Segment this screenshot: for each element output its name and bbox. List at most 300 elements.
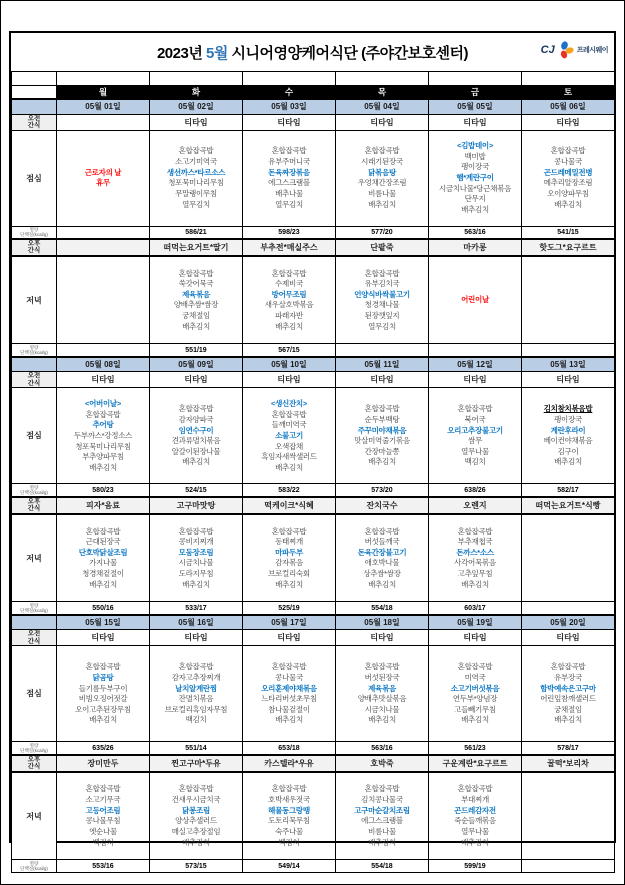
am-snack-row-week3: [12, 630, 615, 646]
menu-item: 비름나물: [368, 826, 396, 836]
lunch-menu-cell: [429, 388, 522, 484]
date-cell: 05월 03일: [243, 99, 336, 114]
lunch-menu-cell: [522, 646, 615, 742]
menu-item: 부추양파무침: [82, 452, 124, 462]
menu-item: 열무나물: [461, 446, 489, 456]
lunch-kcal-cell: 653/18: [243, 742, 336, 755]
lunch-menu-cell: [57, 130, 150, 226]
menu-item: 제육볶음: [182, 289, 210, 299]
menu-item: 배추김치: [554, 457, 582, 467]
menu-stack: [522, 773, 614, 860]
menu-item: 혼합잡곡밥: [364, 662, 400, 672]
menu-item: 두부까스*강정소스: [73, 430, 133, 440]
menu-stack: [336, 773, 428, 860]
menu-item: 배추김치: [89, 715, 117, 725]
menu-item: 혼합잡곡밥: [364, 526, 400, 536]
pm-snack-cell: 핫도그*요구르트: [522, 239, 615, 256]
lunch-menu-cell: [243, 130, 336, 226]
menu-item: 버섯들깨국: [364, 537, 400, 547]
menu-item: 근대된장국: [85, 537, 121, 547]
menu-item: 간장마늘쫑: [364, 446, 400, 456]
menu-item: 브로컬리흑임자무침: [164, 704, 228, 714]
lunch-kcal-cell: 578/17: [522, 742, 615, 755]
menu-item: 혼합잡곡밥: [271, 662, 307, 672]
dinner-menu-cell: [429, 772, 522, 860]
meal-plan-table-body: [12, 72, 615, 873]
lunch-menu-cell: [522, 130, 615, 226]
lunch-label: 점심: [12, 646, 57, 742]
dinner-kcal-cell: 567/15: [243, 344, 336, 357]
date-cell: 05월 18일: [336, 615, 429, 630]
menu-item: 혼합잡곡밥: [457, 662, 493, 672]
lunch-menu-cell: [150, 130, 243, 226]
lunch-menu-cell: [336, 388, 429, 484]
weekday-header-5: 토: [522, 85, 615, 99]
am-snack-cell: 티타임: [150, 630, 243, 646]
date-label-cell: [12, 99, 57, 114]
menu-item: 새우살호박볶음: [264, 300, 314, 310]
am-snack-cell: 티타임: [522, 114, 615, 130]
lunch-kcal-cell: 551/14: [150, 742, 243, 755]
menu-item: 닭봉조림: [182, 805, 210, 815]
date-row-week1: [12, 99, 615, 114]
menu-item: 도라지무침: [178, 569, 214, 578]
lunch-menu-cell: [336, 646, 429, 742]
dinner-kcal-row-week2: [12, 602, 615, 615]
menu-item: 청경채나물: [364, 300, 400, 310]
menu-item: 추어탕: [92, 420, 114, 430]
menu-item: 소고기무국: [85, 795, 121, 805]
date-cell: 05월 13일: [522, 357, 615, 372]
menu-item: 열무김치: [182, 199, 210, 209]
date-label-cell: [12, 615, 57, 630]
menu-item: 함박예속은고구마: [540, 683, 596, 693]
row-label-line: 단백질(kcal/g): [20, 350, 48, 356]
menu-item: 배추김치: [554, 199, 582, 209]
lunch-kcal-cell: 573/20: [336, 484, 429, 497]
lunch-kcal-cell: 635/26: [57, 742, 150, 755]
menu-stack: [243, 646, 335, 741]
menu-item: 해물동그랑땡: [268, 805, 310, 815]
menu-item: 혼합잡곡밥: [178, 784, 214, 794]
menu-item: 오이양파무침: [547, 188, 589, 198]
menu-item: 호박새우젓국: [268, 795, 310, 805]
date-cell: 05월 20일: [522, 615, 615, 630]
menu-item: 배추김치: [275, 715, 303, 725]
menu-item: 감자양파국: [178, 414, 214, 424]
am-snack-cell: 티타임: [243, 372, 336, 388]
date-cell: 05월 09일: [150, 357, 243, 372]
menu-item: 혼합잡곡밥: [85, 409, 121, 419]
lunch-label: 점심: [12, 130, 57, 226]
lunch-kcal-cell: 638/26: [429, 484, 522, 497]
lunch-kcal-cell: 563/16: [336, 742, 429, 755]
menu-stack: [150, 515, 242, 602]
freshway-logo-text: 프레시웨이: [576, 47, 608, 54]
menu-item: 닭곰탕: [92, 672, 114, 682]
dinner-kcal-cell: [522, 602, 615, 615]
menu-item: 혼합잡곡밥: [364, 784, 400, 794]
menu-stack: [336, 515, 428, 602]
menu-item: 배추김치: [275, 462, 303, 472]
weekday-header-corner: [12, 85, 57, 99]
dinner-kcal-cell: 551/19: [150, 344, 243, 357]
menu-item: 사각어묵볶음: [454, 558, 496, 568]
dinner-kcal-cell: [522, 344, 615, 357]
date-cell: 05월 16일: [150, 615, 243, 630]
pm-snack-cell: 꿀떡*보리차: [522, 755, 615, 772]
menu-item: 혼합잡곡밥: [178, 268, 214, 278]
menu-item: 가지나물: [89, 558, 117, 568]
dinner-menu-cell: [429, 514, 522, 602]
menu-item: 오색잡채: [275, 441, 303, 451]
row-label-line: 열량: [29, 484, 39, 490]
kcal-label: [12, 484, 57, 497]
menu-stack: [429, 773, 521, 860]
kcal-label: [12, 602, 57, 615]
menu-item: 배추김치: [461, 715, 489, 725]
weekday-header-3: 목: [336, 85, 429, 99]
date-row-week2: [12, 357, 615, 372]
dinner-menu-cell: [522, 256, 615, 344]
menu-item: 혼합잡곡밥: [85, 526, 121, 536]
row-label-line: 열량: [29, 602, 39, 608]
menu-item: 우엉채간장조림: [357, 178, 407, 188]
menu-item: 혼합잡곡밥: [457, 784, 493, 794]
row-label-line: 오후: [27, 497, 41, 505]
row-label-line: 간식: [27, 122, 41, 129]
dinner-menu-cell: [57, 256, 150, 344]
menu-item: 배추김치: [368, 199, 396, 209]
menu-item: 콩비지찌개: [178, 537, 214, 547]
row-label-line: 단백질(kcal/g): [20, 866, 48, 872]
row-label-line: 열량: [29, 344, 39, 350]
row-label-line: 간식: [27, 763, 41, 771]
menu-item: 비빔오징어젓갈: [78, 694, 128, 704]
menu-stack: [57, 646, 149, 741]
am-snack-cell: 티타임: [336, 630, 429, 646]
meal-plan-sheet: [9, 31, 616, 872]
menu-item: 청포묵미나리무침: [168, 178, 224, 188]
lunch-kcal-row-week2: [12, 484, 615, 497]
row-label-line: 간식: [27, 379, 41, 387]
menu-item: 백김치: [92, 837, 114, 847]
menu-stack: [429, 257, 521, 344]
menu-item: 궁채절임: [554, 704, 582, 714]
menu-item: 들기름두부구이: [78, 683, 128, 693]
menu-stack: [150, 131, 242, 226]
menu-item: 맛살미역줄기볶음: [354, 436, 410, 446]
lunch-menu-cell: [522, 388, 615, 484]
menu-item: 오이고추된장무침: [75, 704, 131, 714]
date-cell: 05월 08일: [57, 357, 150, 372]
menu-item: 곤드레메밀전병: [543, 167, 593, 177]
menu-stack: [57, 515, 149, 602]
row-label-line: 단백질(kcal/g): [20, 748, 48, 754]
menu-item: 메추리알장조림: [543, 178, 593, 188]
am-snack-cell: 티타임: [429, 114, 522, 130]
title-bar: [11, 33, 614, 72]
menu-stack: [522, 131, 614, 226]
pm-snack-cell: 떠먹는요거트*딸기: [150, 239, 243, 256]
menu-item: 버섯된장국: [364, 672, 400, 682]
meal-plan-table: [11, 72, 615, 873]
menu-item: 애호박나물: [364, 558, 400, 568]
menu-item: 혼합잡곡밥: [364, 268, 400, 278]
menu-stack: [57, 131, 149, 226]
row-label-line: 열량: [29, 742, 39, 748]
am-snack-label: [12, 372, 57, 388]
lunch-kcal-row-week3: [12, 742, 615, 755]
lunch-kcal-cell: [57, 226, 150, 239]
menu-item: 혼합잡곡밥: [457, 404, 493, 414]
lunch-kcal-cell: 563/16: [429, 226, 522, 239]
lunch-kcal-cell: 598/23: [243, 226, 336, 239]
menu-stack: [243, 388, 335, 483]
lunch-row-week3: [12, 646, 615, 742]
menu-item: 양배추쌈*쌈장: [173, 300, 219, 310]
lunch-kcal-row-week1: [12, 226, 615, 239]
pm-snack-cell: 부추전*매실주스: [243, 239, 336, 256]
lunch-kcal-cell: 583/22: [243, 484, 336, 497]
menu-item: 모둠장조림: [178, 547, 214, 557]
pm-snack-cell: 단팥죽: [336, 239, 429, 256]
menu-item: 소불고기: [275, 430, 303, 440]
pm-snack-label: [12, 755, 57, 772]
menu-item: 배추김치: [368, 457, 396, 467]
pm-snack-cell: 피자*음료: [57, 497, 150, 514]
weekday-header-row: [12, 85, 615, 99]
menu-item: 주꾸미야채볶음: [357, 425, 407, 435]
menu-item: 콩나물국: [554, 157, 582, 166]
menu-stack: [150, 388, 242, 483]
spacer-cell: [522, 72, 615, 85]
dinner-menu-cell: [522, 772, 615, 860]
pm-snack-cell: 카스텔라*우유: [243, 755, 336, 772]
cj-logo-text: CJ: [540, 44, 555, 56]
menu-item: 근로자의 날: [84, 167, 122, 177]
am-snack-cell: 티타임: [243, 114, 336, 130]
menu-item: 상추쌈*쌈장: [363, 569, 401, 578]
dinner-kcal-row-week3: [12, 860, 615, 873]
menu-item: <어버이날>: [85, 399, 121, 408]
menu-item: 팽이장국: [554, 414, 582, 424]
menu-item: 계란후라이: [550, 425, 586, 435]
dinner-menu-cell: [150, 514, 243, 602]
am-snack-cell: 티타임: [57, 630, 150, 646]
menu-item: 궁채절임: [182, 311, 210, 321]
menu-item: 배추김치: [89, 579, 117, 589]
spacer-cell: [429, 72, 522, 85]
am-snack-label: [12, 114, 57, 130]
dinner-menu-cell: [243, 256, 336, 344]
dinner-kcal-cell: 550/16: [57, 602, 150, 615]
menu-stack: [336, 257, 428, 344]
lunch-row-week1: [12, 130, 615, 226]
menu-item: 백김치: [464, 457, 486, 467]
menu-item: 혼합잡곡밥: [85, 784, 121, 794]
dinner-menu-cell: [57, 772, 150, 860]
menu-stack: [429, 388, 521, 483]
menu-item: 엣순나물: [89, 826, 117, 836]
row-label-line: 단백질(kcal/g): [20, 608, 48, 614]
dinner-kcal-cell: 553/16: [57, 860, 150, 873]
spacer-row: [12, 72, 615, 85]
menu-item: 비름나물: [368, 188, 396, 198]
menu-stack: [57, 773, 149, 860]
row-label-line: 오후: [27, 755, 41, 763]
menu-item: 순두부백탕: [364, 414, 400, 424]
spacer-cell: [57, 72, 150, 85]
weekday-header-4: 금: [429, 85, 522, 99]
am-snack-cell: 티타임: [243, 630, 336, 646]
menu-item: 죽순들깨볶음: [454, 816, 496, 826]
menu-item: 부대찌개: [461, 795, 489, 805]
menu-item: 감자고추장찌개: [171, 672, 221, 682]
am-snack-cell: 티타임: [522, 630, 615, 646]
menu-stack: [243, 515, 335, 602]
row-label-line: 오전: [27, 630, 41, 638]
menu-item: 김치콩나물국: [361, 795, 403, 805]
menu-item: 느타리버섯초무침: [261, 694, 317, 704]
lunch-menu-cell: [57, 388, 150, 484]
dinner-kcal-cell: [336, 344, 429, 357]
weekday-header-1: 화: [150, 85, 243, 99]
menu-stack: [336, 388, 428, 483]
kcal-label: [12, 344, 57, 357]
row-label-line: 오전: [27, 372, 41, 380]
lunch-menu-cell: [57, 646, 150, 742]
row-label-line: 오전: [27, 114, 41, 122]
dinner-kcal-cell: [522, 860, 615, 873]
menu-item: 마파두부: [275, 547, 303, 557]
cj-freshway-logo: [541, 41, 608, 59]
pm-snack-cell: 찐고구마*두유: [150, 755, 243, 772]
menu-item: 시금치나물*당근채볶음: [438, 183, 512, 193]
dinner-label: 저녁: [12, 256, 57, 344]
menu-item: 열무나물: [461, 826, 489, 836]
menu-stack: [429, 131, 521, 226]
menu-item: 배추김치: [554, 715, 582, 725]
pm-snack-cell: 구운계란*요구르트: [429, 755, 522, 772]
menu-item: 흑임자새싹샐러드: [261, 452, 317, 462]
dinner-kcal-cell: 573/15: [150, 860, 243, 873]
cj-petals-icon: [558, 41, 574, 59]
dinner-kcal-cell: 599/19: [429, 860, 522, 873]
am-snack-cell: 티타임: [150, 114, 243, 130]
am-snack-label: [12, 630, 57, 646]
am-snack-cell: 티타임: [522, 372, 615, 388]
menu-item: 배추김치: [368, 579, 396, 589]
lunch-kcal-cell: 586/21: [150, 226, 243, 239]
pm-snack-row-week1: [12, 239, 615, 256]
pm-snack-cell: 떠먹는요거트*식빵: [522, 497, 615, 514]
menu-item: 열무김치: [368, 321, 396, 331]
dinner-kcal-cell: 533/17: [150, 602, 243, 615]
am-snack-cell: 티타임: [150, 372, 243, 388]
date-label-cell: [12, 357, 57, 372]
menu-item: 유부김치국: [364, 279, 400, 289]
menu-item: 에그스크램블: [268, 178, 310, 188]
menu-item: 닭볶음탕: [368, 167, 396, 177]
menu-item: 들깨미역국: [271, 420, 307, 430]
menu-item: 연두부*양념장: [452, 694, 498, 704]
kcal-label: [12, 860, 57, 873]
dinner-menu-cell: [336, 514, 429, 602]
menu-item: 양상추샐러드: [175, 816, 217, 826]
menu-item: 소고기미역국: [175, 157, 217, 166]
menu-item: 청경채겉절이: [82, 569, 124, 578]
pm-snack-cell: 마카롱: [429, 239, 522, 256]
menu-stack: [429, 515, 521, 602]
dinner-kcal-cell: 554/18: [336, 602, 429, 615]
menu-item: 청포묵미나리무침: [75, 441, 131, 451]
pm-snack-row-week3: [12, 755, 615, 772]
lunch-kcal-cell: 577/20: [336, 226, 429, 239]
menu-item: 시금치나물: [178, 558, 214, 568]
menu-item: 베이컨야채볶음: [543, 436, 593, 446]
dinner-menu-cell: [243, 772, 336, 860]
title-month: 5월: [206, 44, 228, 62]
pm-snack-label: [12, 497, 57, 514]
weekday-header-2: 수: [243, 85, 336, 99]
page-title: [157, 42, 468, 63]
pm-snack-cell: 떡케이크*식혜: [243, 497, 336, 514]
menu-stack: [336, 646, 428, 741]
kcal-label: [12, 742, 57, 755]
menu-item: 김치참치볶음밥: [543, 404, 593, 414]
dinner-menu-cell: [429, 256, 522, 344]
am-snack-cell: 티타임: [429, 630, 522, 646]
menu-item: 배추김치: [182, 579, 210, 589]
lunch-menu-cell: [336, 130, 429, 226]
menu-item: 숙주나물: [275, 826, 303, 836]
dinner-menu-cell: [336, 256, 429, 344]
pm-snack-cell: [57, 239, 150, 256]
menu-item: 혼합잡곡밥: [364, 146, 400, 156]
menu-item: 혼합잡곡밥: [271, 268, 307, 278]
menu-item: 알갈이된장나물: [171, 446, 221, 456]
weekday-header-0: 월: [57, 85, 150, 99]
menu-item: 돈육짜장볶음: [268, 167, 310, 177]
menu-item: 햄*계란구이: [456, 172, 494, 182]
menu-item: 시금치나물: [364, 704, 400, 714]
row-label-line: 단백질(kcal/g): [20, 490, 48, 496]
menu-item: 혼합잡곡밥: [271, 146, 307, 156]
menu-item: 배추김치: [182, 837, 210, 847]
lunch-menu-cell: [429, 130, 522, 226]
menu-item: 유부장국: [554, 672, 582, 682]
menu-stack: [150, 773, 242, 860]
am-snack-cell: 티타임: [429, 372, 522, 388]
menu-stack: [336, 131, 428, 226]
spacer-cell: [336, 72, 429, 85]
menu-item: 혼합잡곡밥: [178, 526, 214, 536]
menu-item: 배추김치: [461, 837, 489, 847]
menu-stack: [57, 257, 149, 344]
menu-stack: [522, 515, 614, 602]
menu-item: 김구이: [557, 446, 579, 456]
menu-item: 고구마순갈치조림: [354, 805, 410, 815]
menu-item: 배추김치: [275, 321, 303, 331]
am-snack-cell: 티타임: [336, 372, 429, 388]
dinner-label: 저녁: [12, 772, 57, 860]
menu-item: 곤드레감자전: [454, 805, 496, 815]
lunch-kcal-cell: 541/15: [522, 226, 615, 239]
dinner-label: 저녁: [12, 514, 57, 602]
dinner-menu-cell: [336, 772, 429, 860]
row-label-line: 오후: [27, 240, 41, 247]
